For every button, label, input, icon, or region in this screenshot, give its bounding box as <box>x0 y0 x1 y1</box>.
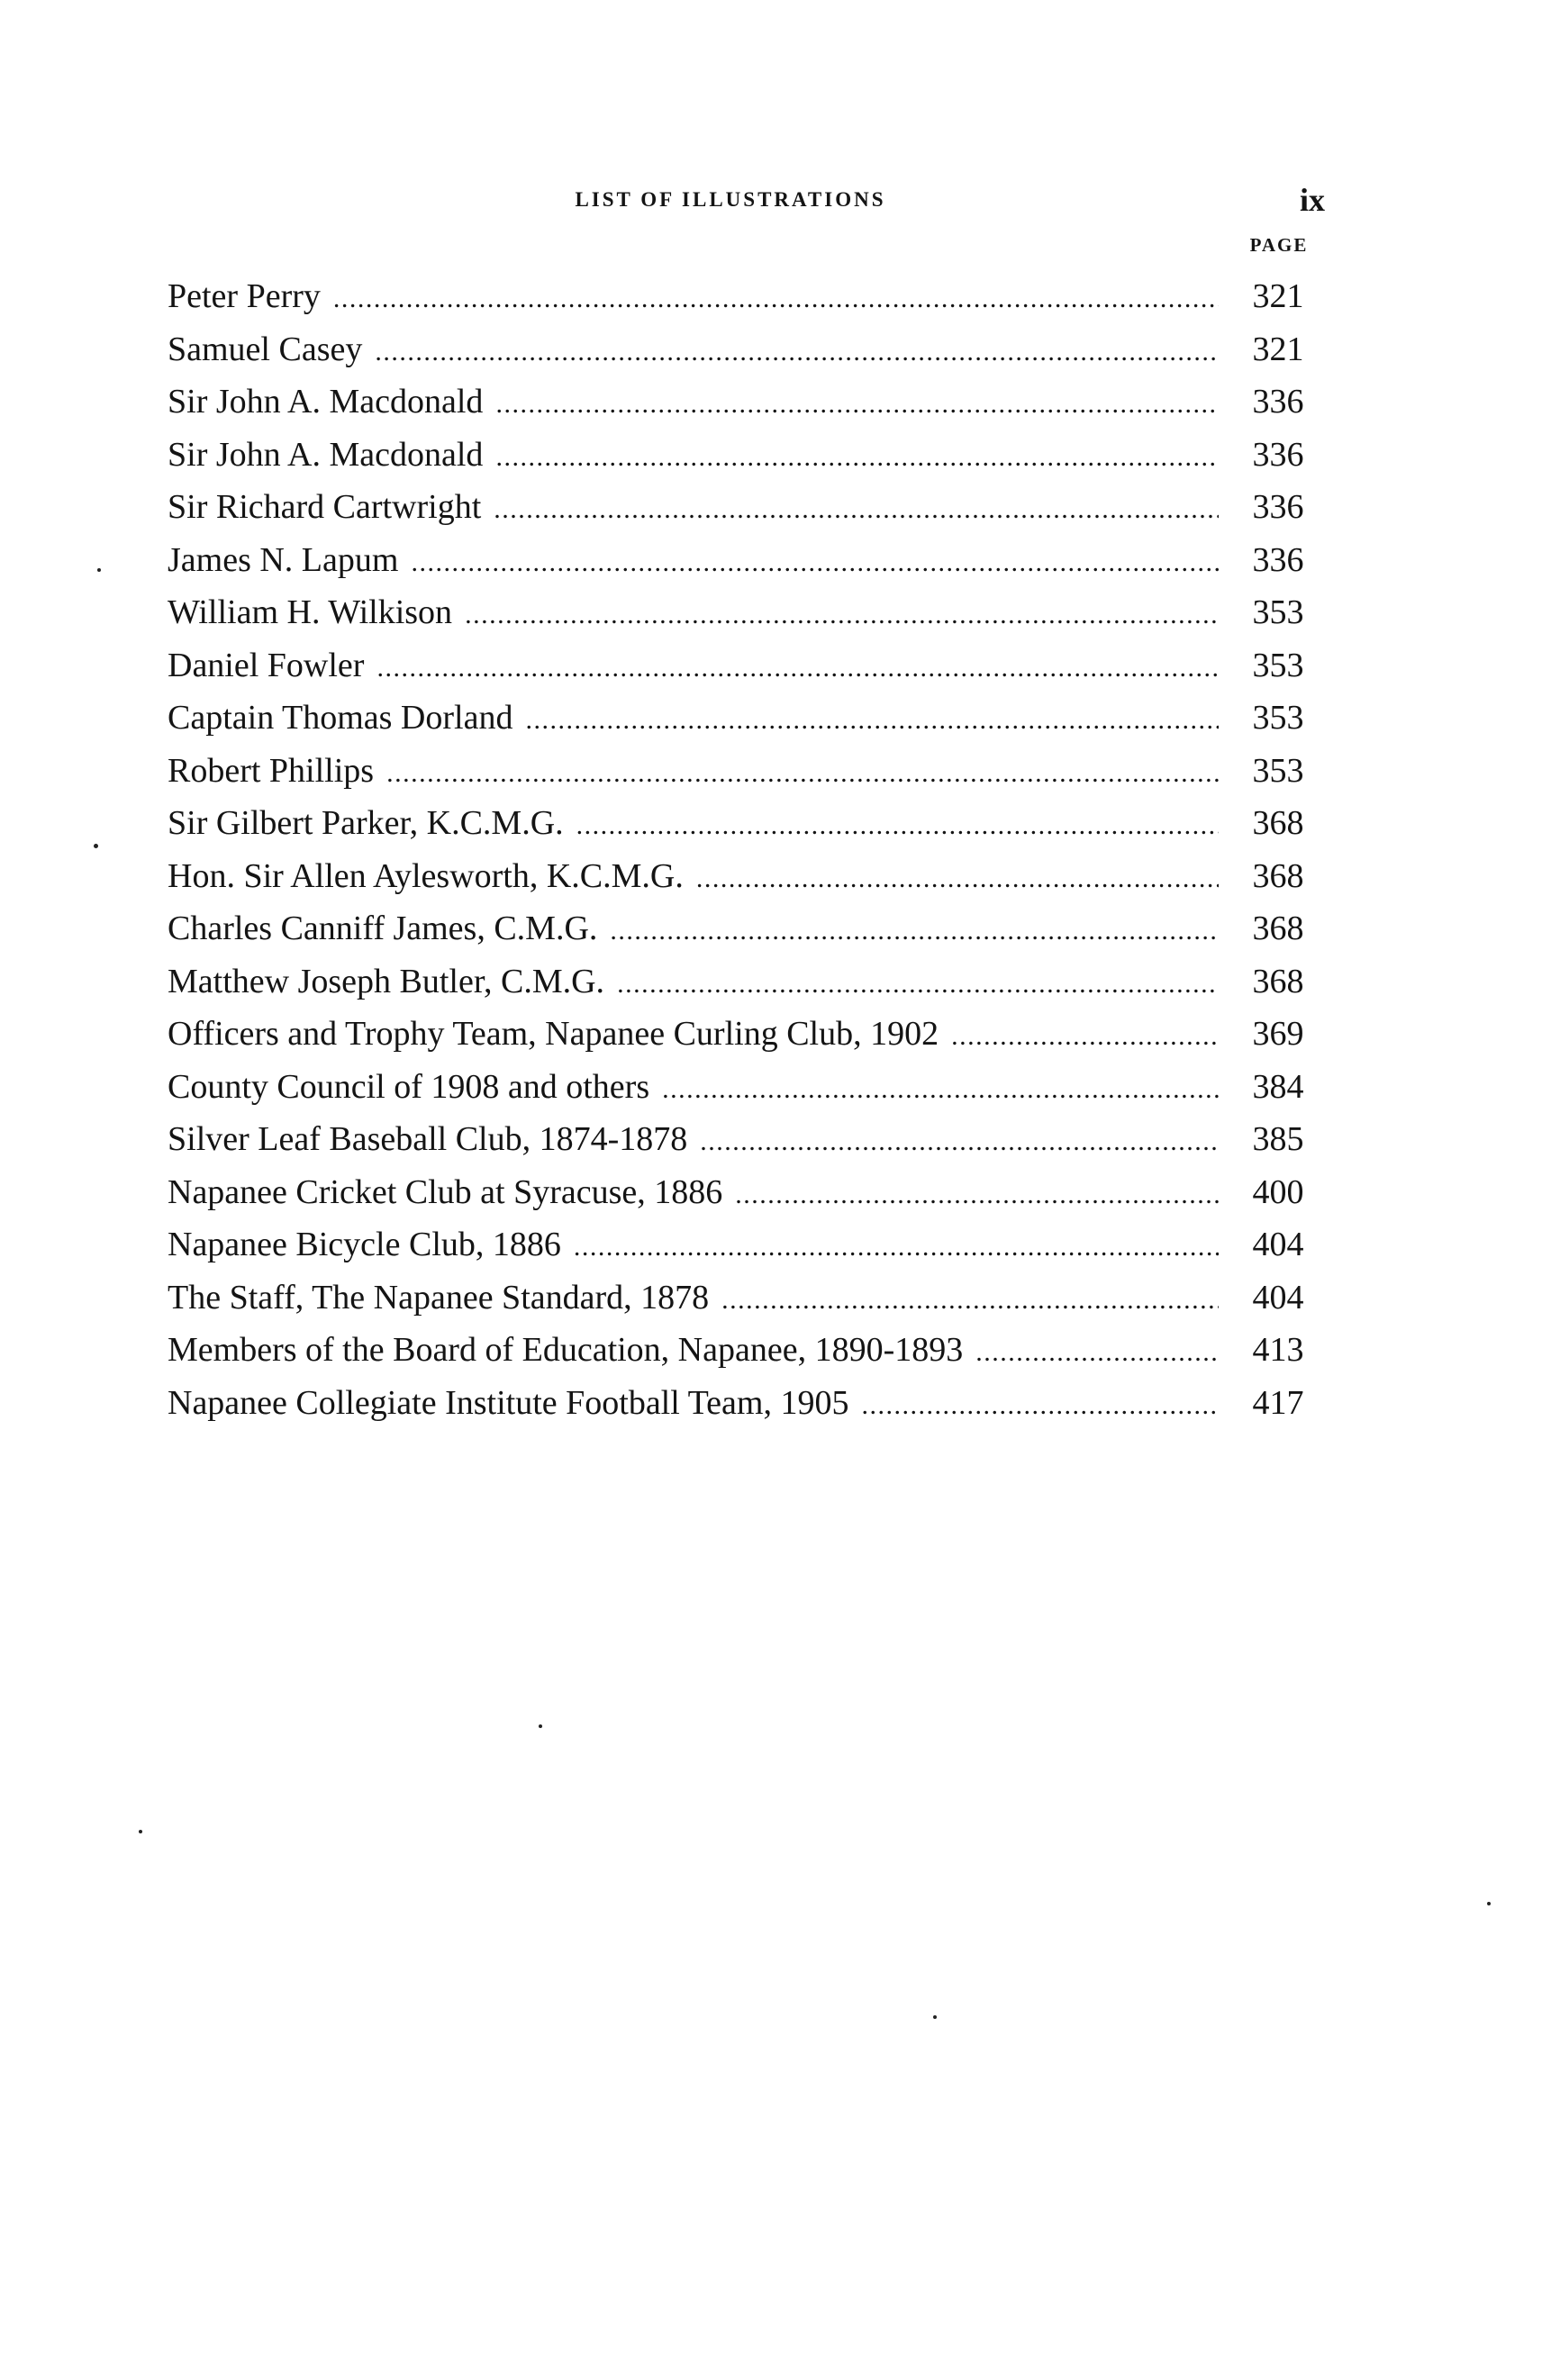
illustration-page-number: 353 <box>1252 646 1304 684</box>
dot-leader <box>465 589 1219 642</box>
illustration-page-number: 336 <box>1252 488 1304 526</box>
dot-leader <box>610 905 1219 958</box>
illustration-entry <box>168 1271 1325 1325</box>
illustration-page-number: 368 <box>1252 909 1304 947</box>
illustration-title: Officers and Trophy Team, Napanee Curling Club, 1902 <box>168 1015 939 1053</box>
page-column-label: PAGE <box>1249 234 1309 256</box>
illustration-page-number: 413 <box>1252 1331 1304 1369</box>
illustration-page-number: 353 <box>1252 699 1304 737</box>
dot-leader <box>333 273 1219 326</box>
illustration-title: Charles Canniff James, C.M.G. <box>168 909 598 947</box>
dot-leader <box>525 694 1219 747</box>
dot-leader <box>735 1169 1219 1222</box>
scan-speck <box>933 2015 937 2019</box>
scan-speck <box>94 844 98 848</box>
page-number: ix <box>1299 182 1325 218</box>
illustration-page-number: 368 <box>1252 804 1304 842</box>
illustration-page-number: 417 <box>1252 1383 1304 1422</box>
dot-leader <box>376 642 1219 695</box>
scan-speck <box>539 1724 542 1728</box>
illustration-entry <box>168 1008 1325 1061</box>
dot-leader <box>576 800 1219 853</box>
illustration-entry <box>168 955 1325 1009</box>
illustration-page-number: 353 <box>1252 593 1304 631</box>
illustration-title: Captain Thomas Dorland <box>168 699 513 737</box>
dot-leader <box>721 1274 1219 1327</box>
illustration-entry <box>168 1113 1325 1166</box>
illustration-entry <box>168 270 1325 323</box>
illustration-page-number: 404 <box>1252 1226 1304 1263</box>
dot-leader <box>574 1221 1219 1274</box>
illustration-title: Matthew Joseph Butler, C.M.G. <box>168 962 605 1000</box>
illustration-page-number: 368 <box>1252 856 1304 895</box>
illustration-page-number: 404 <box>1252 1278 1304 1317</box>
illustration-title: County Council of 1908 and others <box>168 1067 650 1106</box>
illustration-entry <box>168 692 1325 745</box>
dot-leader <box>495 431 1219 484</box>
illustration-entry <box>168 323 1325 376</box>
illustration-entry <box>168 429 1325 482</box>
illustration-title: Sir Richard Cartwright <box>168 488 482 526</box>
illustration-title: Robert Phillips <box>168 751 375 790</box>
dot-leader <box>975 1326 1219 1380</box>
illustration-entry <box>168 1324 1325 1377</box>
illustration-page-number: 336 <box>1252 383 1304 421</box>
illustration-page-number: 384 <box>1252 1067 1304 1106</box>
dot-leader <box>861 1380 1219 1433</box>
illustration-page-number: 321 <box>1252 277 1304 315</box>
illustration-title: William H. Wilkison <box>168 593 453 631</box>
illustration-title: Samuel Casey <box>168 330 363 368</box>
illustration-page-number: 353 <box>1252 751 1304 790</box>
illustration-title: James N. Lapum <box>168 540 399 579</box>
illustration-title: Members of the Board of Education, Napanee, 1890-1893 <box>168 1331 964 1369</box>
illustration-title: Napanee Cricket Club at Syracuse, 1886 <box>168 1172 723 1211</box>
illustration-page-number: 385 <box>1252 1120 1304 1158</box>
dot-leader <box>617 958 1219 1011</box>
dot-leader <box>411 537 1219 590</box>
illustration-title: Sir Gilbert Parker, K.C.M.G. <box>168 804 564 842</box>
illustration-page-number: 321 <box>1252 330 1304 368</box>
scan-speck <box>1487 1902 1491 1905</box>
illustration-page-number: 368 <box>1252 962 1304 1000</box>
illustration-title: Daniel Fowler <box>168 646 365 684</box>
dot-leader <box>662 1063 1219 1117</box>
scan-speck <box>139 1830 142 1833</box>
illustration-page-number: 336 <box>1252 435 1304 474</box>
illustration-page-number: 336 <box>1252 540 1304 579</box>
illustration-entry <box>168 745 1325 798</box>
illustration-title: Hon. Sir Allen Aylesworth, K.C.M.G. <box>168 856 684 895</box>
illustration-title: Silver Leaf Baseball Club, 1874-1878 <box>168 1120 688 1158</box>
dot-leader <box>386 747 1219 801</box>
illustration-entry <box>168 586 1325 639</box>
illustration-title: Peter Perry <box>168 277 321 315</box>
dot-leader <box>375 326 1219 379</box>
running-head <box>168 182 1325 221</box>
illustration-entry <box>168 376 1325 429</box>
illustration-list <box>168 270 1325 1429</box>
illustration-title: The Staff, The Napanee Standard, 1878 <box>168 1278 710 1317</box>
illustration-entry <box>168 850 1325 903</box>
illustration-page-number: 400 <box>1252 1172 1304 1211</box>
dot-leader <box>494 484 1219 537</box>
illustration-entry <box>168 1218 1325 1271</box>
illustration-entry <box>168 639 1325 692</box>
illustration-entry <box>168 797 1325 850</box>
illustration-entry <box>168 534 1325 587</box>
illustration-entry <box>168 1377 1325 1430</box>
dot-leader <box>696 853 1219 906</box>
illustration-entry <box>168 481 1325 534</box>
scan-speck <box>97 568 101 572</box>
illustration-entry <box>168 1166 1325 1219</box>
illustration-title: Napanee Collegiate Institute Football Team, 1905 <box>168 1383 849 1422</box>
illustration-entry <box>168 1061 1325 1114</box>
dot-leader <box>951 1010 1219 1063</box>
dot-leader <box>495 378 1219 431</box>
illustration-title: Napanee Bicycle Club, 1886 <box>168 1226 561 1263</box>
illustration-title: Sir John A. Macdonald <box>168 435 484 474</box>
running-title: LIST OF ILLUSTRATIONS <box>575 188 886 211</box>
illustration-title: Sir John A. Macdonald <box>168 383 484 421</box>
illustration-page-number: 369 <box>1252 1015 1304 1053</box>
illustration-entry <box>168 902 1325 955</box>
dot-leader <box>700 1116 1219 1169</box>
